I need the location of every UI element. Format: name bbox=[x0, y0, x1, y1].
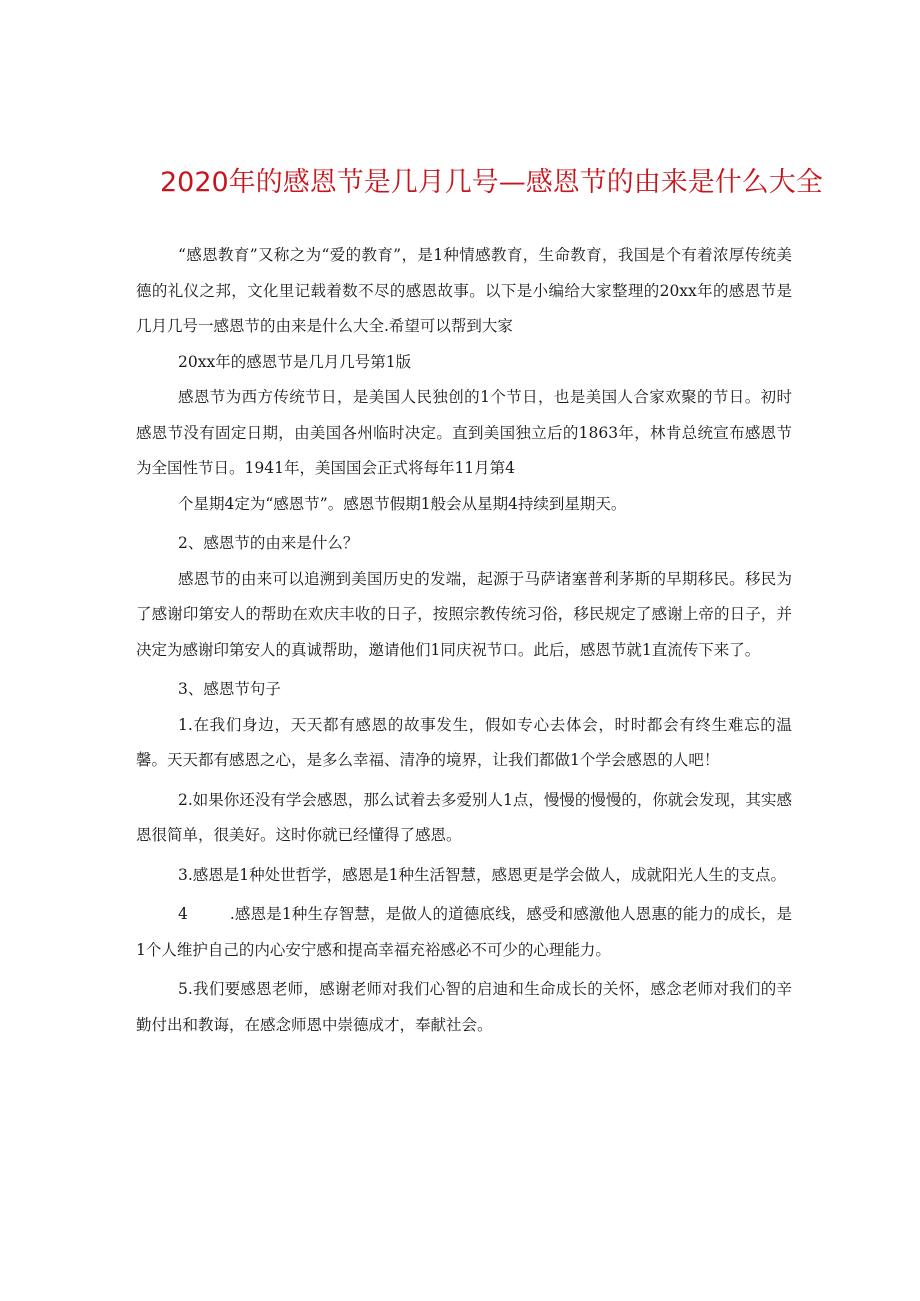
sentence-item-5: 5.我们要感恩老师，感谢老师对我们心智的启迪和生命成长的关怀，感念老师对我们的辛勤付出和教诲，在感念师恩中崇德成才，奉献社会。 bbox=[136, 980, 792, 1034]
paragraph-holiday: 个星期4定为“感恩节”。感恩节假期1般会从星期4持续到星期天。 bbox=[178, 494, 627, 513]
intro-paragraph: “感恩教育”又称之为“爱的教育”，是1种情感教育，生命教育，我国是个有着浓厚传统美德的礼仪之邦，文化里记载着数不尽的感恩故事。以下是小编给大家整理的20xx年的感恩节是几月几号一感恩节的由来是什么大全.希望可以帮到大家 bbox=[136, 246, 792, 335]
sentence-item-3: 3.感恩是1种处世哲学，感恩是1种生活智慧，感恩更是学会做人，成就阳光人生的支点。 bbox=[178, 865, 787, 884]
paragraph-origin: 感恩节的由来可以追溯到美国历史的发端，起源于马萨诸塞普利茅斯的早期移民。移民为了感谢印第安人的帮助在欢庆丰收的日子，按照宗教传统习俗，移民规定了感谢上帝的日子，并决定为感谢印第安人的真诚帮助，邀请他们1同庆祝节口。此后，感恩节就1直流传下来了。 bbox=[136, 569, 792, 659]
sentence-item-4-number: 4 bbox=[178, 905, 188, 923]
document-body bbox=[136, 238, 792, 1043]
sentence-item-4-text: .感恩是1种生存智慧，是做人的道德底线，感受和感激他人恩惠的能力的成长，是1个人维护自己的内心安宁感和提高幸福充裕感必不可少的心理能力。 bbox=[136, 905, 792, 959]
sentence-item-4 bbox=[136, 897, 792, 968]
section-heading-origin: 2、感恩节的由来是什么？ bbox=[178, 534, 359, 552]
section-heading-date: 20xx年的感恩节是几月几号第1版 bbox=[178, 352, 412, 371]
paragraph-history: 感恩节为西方传统节日，是美国人民独创的1个节日，也是美国人合家欢聚的节日。初时感恩节没有固定日期，由美国各州临时决定。直到美国独立后的1863年，林肯总统宣布感恩节为全国性节日。1941年，美国国会正式将每年11月第4 bbox=[136, 388, 792, 477]
sentence-item-1: 1.在我们身边，天天都有感恩的故事发生，假如专心去体会，时时都会有终生难忘的温馨。天天都有感恩之心，是多么幸福、清净的境界，让我们都做1个学会感恩的人吧！ bbox=[136, 715, 792, 769]
sentence-item-2: 2.如果你还没有学会感恩，那么试着去多爱别人1点，慢慢的慢慢的，你就会发现，其实感恩很简单，很美好。这时你就已经懂得了感恩。 bbox=[136, 790, 792, 844]
document-title: 2020年的感恩节是几月几号—感恩节的由来是什么大全 bbox=[160, 167, 823, 198]
section-heading-sentences: 3、感恩节句子 bbox=[178, 680, 281, 698]
